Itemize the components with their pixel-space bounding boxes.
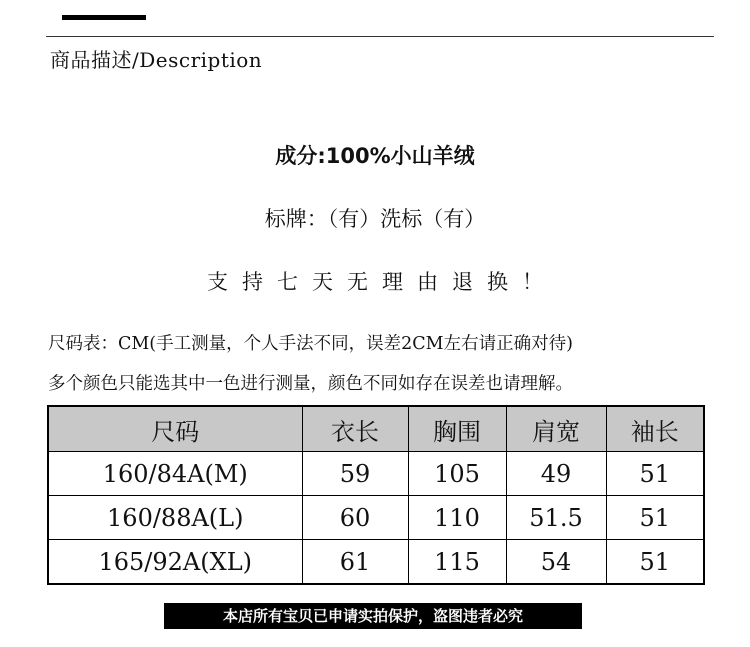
cell-size: 160/88A(L)	[48, 496, 302, 540]
size-note-color: 多个颜色只能选其中一色进行测量，颜色不同如存在误差也请理解。	[48, 374, 573, 394]
cell-length: 60	[302, 496, 408, 540]
header-size: 尺码	[48, 406, 302, 452]
label-info: 标牌：（有）洗标（有）	[264, 207, 486, 231]
cell-chest: 105	[408, 452, 506, 496]
header-sleeve: 袖长	[606, 406, 704, 452]
cell-length: 61	[302, 540, 408, 585]
table-row	[48, 452, 704, 496]
table-header-row	[48, 406, 704, 452]
return-policy: 支持七天无理由退换！	[207, 270, 557, 294]
table-row	[48, 496, 704, 540]
header-shoulder: 肩宽	[506, 406, 606, 452]
table-row	[48, 540, 704, 585]
cell-shoulder: 54	[506, 540, 606, 585]
header-length: 衣长	[302, 406, 408, 452]
size-note-measurement: 尺码表：CM(手工测量，个人手法不同，误差2CM左右请正确对待)	[48, 334, 573, 354]
cell-sleeve: 51	[606, 452, 704, 496]
cell-size: 165/92A(XL)	[48, 540, 302, 585]
material-composition: 成分:100%小山羊绒	[275, 144, 475, 168]
cell-sleeve: 51	[606, 496, 704, 540]
cell-chest: 115	[408, 540, 506, 585]
top-accent-bar	[62, 15, 146, 20]
cell-shoulder: 49	[506, 452, 606, 496]
cell-sleeve: 51	[606, 540, 704, 585]
cell-chest: 110	[408, 496, 506, 540]
section-heading: 商品描述/Description	[50, 48, 263, 72]
size-table	[47, 405, 705, 585]
copyright-banner: 本店所有宝贝已申请实拍保护，盗图违者必究	[164, 603, 582, 629]
cell-size: 160/84A(M)	[48, 452, 302, 496]
cell-length: 59	[302, 452, 408, 496]
cell-shoulder: 51.5	[506, 496, 606, 540]
header-chest: 胸围	[408, 406, 506, 452]
top-divider	[46, 36, 714, 37]
